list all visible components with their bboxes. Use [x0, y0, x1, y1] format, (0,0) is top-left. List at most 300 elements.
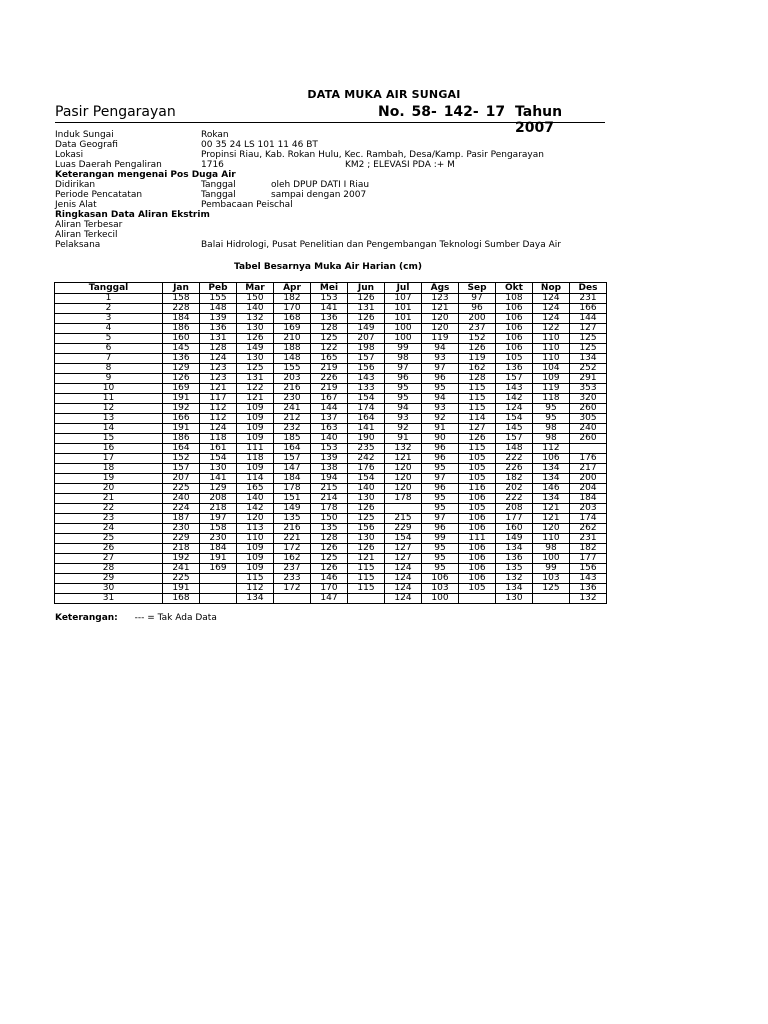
value-cell: 132 — [496, 574, 533, 584]
value-cell: 125 — [533, 584, 570, 594]
value-cell: 123 — [200, 364, 237, 374]
value-cell: 121 — [385, 454, 422, 464]
value-cell: 169 — [274, 324, 311, 334]
value-cell: 135 — [311, 524, 348, 534]
info-label: Aliran Terkecil — [55, 230, 118, 240]
value-cell — [200, 574, 237, 584]
value-cell: 161 — [200, 444, 237, 454]
value-cell: 109 — [237, 414, 274, 424]
value-cell: 118 — [237, 454, 274, 464]
value-cell: 106 — [459, 564, 496, 574]
value-cell: 130 — [200, 464, 237, 474]
value-cell: 98 — [385, 354, 422, 364]
value-cell: 150 — [237, 294, 274, 304]
column-header-month: Ags — [422, 283, 459, 294]
info-row — [55, 170, 615, 180]
value-cell: 202 — [496, 484, 533, 494]
value-cell: 101 — [385, 314, 422, 324]
value-cell: 91 — [422, 424, 459, 434]
value-cell: 153 — [311, 294, 348, 304]
value-cell: 186 — [163, 324, 200, 334]
value-cell — [348, 594, 385, 604]
value-cell: 135 — [274, 514, 311, 524]
value-cell: 124 — [385, 594, 422, 604]
value-cell: 184 — [200, 544, 237, 554]
value-cell: 110 — [533, 354, 570, 364]
value-cell: 147 — [311, 594, 348, 604]
table-row — [55, 304, 607, 314]
value-cell: 162 — [459, 364, 496, 374]
value-cell: 219 — [311, 384, 348, 394]
value-cell: 140 — [311, 434, 348, 444]
value-cell: 106 — [459, 554, 496, 564]
date-cell: 24 — [55, 524, 163, 534]
date-cell: 23 — [55, 514, 163, 524]
value-cell: 122 — [533, 324, 570, 334]
value-cell — [274, 594, 311, 604]
column-header-date: Tanggal — [55, 283, 163, 294]
info-value: 00 35 24 LS 101 11 46 BT — [201, 140, 318, 150]
table-row — [55, 554, 607, 564]
table-row — [55, 584, 607, 594]
table-header-row — [55, 283, 607, 294]
value-cell: 143 — [496, 384, 533, 394]
info-row — [55, 150, 615, 160]
date-cell: 9 — [55, 374, 163, 384]
table-row — [55, 294, 607, 304]
value-cell: 182 — [570, 544, 607, 554]
value-cell: 106 — [459, 524, 496, 534]
value-cell: 138 — [311, 464, 348, 474]
value-cell: 95 — [422, 494, 459, 504]
value-cell: 235 — [348, 444, 385, 454]
value-cell: 115 — [459, 384, 496, 394]
value-cell: 126 — [311, 544, 348, 554]
value-cell: 100 — [385, 324, 422, 334]
date-cell: 18 — [55, 464, 163, 474]
value-cell: 225 — [163, 484, 200, 494]
value-cell: 99 — [422, 534, 459, 544]
value-cell: 242 — [348, 454, 385, 464]
value-cell: 112 — [533, 444, 570, 454]
value-cell: 140 — [237, 304, 274, 314]
value-cell: 97 — [459, 294, 496, 304]
table-row — [55, 484, 607, 494]
column-header-month: Okt — [496, 283, 533, 294]
value-cell: 99 — [533, 564, 570, 574]
value-cell: 230 — [163, 524, 200, 534]
value-cell: 225 — [163, 574, 200, 584]
value-cell: 106 — [533, 454, 570, 464]
value-cell: 94 — [422, 394, 459, 404]
value-cell: 128 — [459, 374, 496, 384]
value-cell: 226 — [496, 464, 533, 474]
date-cell: 17 — [55, 454, 163, 464]
value-cell: 103 — [422, 584, 459, 594]
value-cell: 233 — [274, 574, 311, 584]
value-cell: 122 — [311, 344, 348, 354]
table-row — [55, 514, 607, 524]
value-cell: 117 — [200, 394, 237, 404]
value-cell: 106 — [459, 544, 496, 554]
value-cell: 222 — [496, 494, 533, 504]
value-cell: 141 — [200, 474, 237, 484]
value-cell: 178 — [385, 494, 422, 504]
column-header-month: Jun — [348, 283, 385, 294]
table-row — [55, 544, 607, 554]
value-cell: 150 — [311, 514, 348, 524]
value-cell: 96 — [422, 454, 459, 464]
value-cell: 165 — [311, 354, 348, 364]
value-cell: 152 — [163, 454, 200, 464]
value-cell: 96 — [459, 304, 496, 314]
value-cell: 95 — [533, 404, 570, 414]
value-cell: 97 — [422, 514, 459, 524]
value-cell: 114 — [237, 474, 274, 484]
value-cell: 121 — [348, 554, 385, 564]
table-row — [55, 374, 607, 384]
table-row — [55, 334, 607, 344]
value-cell: 144 — [311, 404, 348, 414]
value-cell: 105 — [459, 474, 496, 484]
value-cell: 120 — [237, 514, 274, 524]
info-row — [55, 160, 615, 170]
value-cell: 191 — [163, 424, 200, 434]
value-cell: 172 — [274, 584, 311, 594]
value-cell: 240 — [570, 424, 607, 434]
value-cell: 217 — [570, 464, 607, 474]
info-label: Periode Pencatatan — [55, 190, 143, 200]
value-cell: 136 — [570, 584, 607, 594]
value-cell: 185 — [274, 434, 311, 444]
date-cell: 19 — [55, 474, 163, 484]
value-cell: 130 — [237, 354, 274, 364]
value-cell: 104 — [533, 364, 570, 374]
table-row — [55, 314, 607, 324]
value-cell: 164 — [274, 444, 311, 454]
value-cell: 109 — [237, 424, 274, 434]
value-cell: 115 — [348, 584, 385, 594]
date-cell: 25 — [55, 534, 163, 544]
date-cell: 5 — [55, 334, 163, 344]
value-cell: 95 — [422, 504, 459, 514]
column-header-month: Nop — [533, 283, 570, 294]
value-cell: 106 — [496, 304, 533, 314]
date-cell: 15 — [55, 434, 163, 444]
value-cell: 94 — [422, 344, 459, 354]
value-cell: 305 — [570, 414, 607, 424]
value-cell: 96 — [422, 484, 459, 494]
date-cell: 28 — [55, 564, 163, 574]
value-cell: 103 — [533, 574, 570, 584]
value-cell: 112 — [200, 414, 237, 424]
value-cell: 229 — [385, 524, 422, 534]
info-row — [55, 240, 615, 250]
value-cell: 184 — [274, 474, 311, 484]
info-row — [55, 130, 615, 140]
value-cell: 121 — [533, 514, 570, 524]
value-cell: 157 — [163, 464, 200, 474]
value-cell: 114 — [459, 414, 496, 424]
column-header-month: Peb — [200, 283, 237, 294]
value-cell: 170 — [274, 304, 311, 314]
value-cell: 121 — [533, 504, 570, 514]
column-header-month: Jul — [385, 283, 422, 294]
value-cell: 139 — [311, 454, 348, 464]
value-cell: 125 — [311, 334, 348, 344]
value-cell: 219 — [311, 364, 348, 374]
value-cell: 146 — [533, 484, 570, 494]
legend — [55, 613, 217, 623]
value-cell: 96 — [385, 374, 422, 384]
value-cell: 210 — [274, 334, 311, 344]
value-cell: 229 — [163, 534, 200, 544]
date-cell: 14 — [55, 424, 163, 434]
info-value: Tanggal — [201, 190, 236, 200]
value-cell: 134 — [533, 494, 570, 504]
value-cell: 157 — [348, 354, 385, 364]
info-label: Didirikan — [55, 180, 96, 190]
value-cell: 168 — [163, 594, 200, 604]
table-row — [55, 324, 607, 334]
value-cell: 160 — [163, 334, 200, 344]
value-cell: 96 — [422, 374, 459, 384]
value-cell: 120 — [422, 324, 459, 334]
value-cell: 134 — [496, 544, 533, 554]
value-cell: 157 — [496, 374, 533, 384]
value-cell: 216 — [274, 384, 311, 394]
value-cell: 115 — [237, 574, 274, 584]
table-row — [55, 474, 607, 484]
date-cell: 2 — [55, 304, 163, 314]
value-cell: 113 — [237, 524, 274, 534]
value-cell: 215 — [385, 514, 422, 524]
table-row — [55, 574, 607, 584]
value-cell: 129 — [200, 484, 237, 494]
value-cell: 147 — [274, 464, 311, 474]
value-cell: 241 — [274, 404, 311, 414]
value-cell: 134 — [570, 354, 607, 364]
value-cell: 130 — [348, 534, 385, 544]
value-cell: 134 — [533, 474, 570, 484]
info-row — [55, 200, 615, 210]
value-cell: 182 — [496, 474, 533, 484]
value-cell: 124 — [200, 424, 237, 434]
value-cell: 240 — [163, 494, 200, 504]
value-cell: 115 — [459, 444, 496, 454]
value-cell: 176 — [348, 464, 385, 474]
value-cell: 118 — [533, 394, 570, 404]
value-cell: 92 — [385, 424, 422, 434]
value-cell: 109 — [237, 434, 274, 444]
date-cell: 21 — [55, 494, 163, 504]
value-cell: 93 — [385, 414, 422, 424]
value-cell: 132 — [237, 314, 274, 324]
value-cell: 167 — [311, 394, 348, 404]
value-cell: 100 — [422, 594, 459, 604]
value-cell: 155 — [200, 294, 237, 304]
value-cell: 156 — [348, 364, 385, 374]
value-cell: 203 — [274, 374, 311, 384]
value-cell: 124 — [533, 294, 570, 304]
value-cell: 105 — [459, 454, 496, 464]
value-cell: 154 — [496, 414, 533, 424]
value-cell: 149 — [496, 534, 533, 544]
value-cell: 127 — [385, 554, 422, 564]
value-cell: 136 — [311, 314, 348, 324]
value-cell: 214 — [311, 494, 348, 504]
value-cell: 97 — [422, 474, 459, 484]
date-cell: 10 — [55, 384, 163, 394]
value-cell: 241 — [163, 564, 200, 574]
value-cell: 98 — [533, 544, 570, 554]
value-cell: 131 — [348, 304, 385, 314]
value-cell: 143 — [348, 374, 385, 384]
value-cell: 154 — [200, 454, 237, 464]
date-cell: 11 — [55, 394, 163, 404]
value-cell: 168 — [274, 314, 311, 324]
value-cell — [570, 444, 607, 454]
value-cell: 93 — [422, 354, 459, 364]
value-cell: 186 — [163, 434, 200, 444]
value-cell: 111 — [459, 534, 496, 544]
value-cell: 136 — [163, 354, 200, 364]
info-value: Rokan — [201, 130, 229, 140]
info-row — [55, 190, 615, 200]
value-cell: 148 — [200, 304, 237, 314]
value-cell: 110 — [533, 344, 570, 354]
value-cell: 121 — [237, 394, 274, 404]
value-cell: 125 — [570, 344, 607, 354]
info-label: Lokasi — [55, 150, 84, 160]
table-row — [55, 364, 607, 374]
value-cell: 123 — [200, 374, 237, 384]
info-label: Induk Sungai — [55, 130, 114, 140]
value-cell: 110 — [237, 534, 274, 544]
value-cell: 97 — [422, 364, 459, 374]
legend-text: --- = Tak Ada Data — [134, 613, 217, 623]
value-cell: 149 — [237, 344, 274, 354]
value-cell: 106 — [496, 334, 533, 344]
value-cell: 111 — [237, 444, 274, 454]
value-cell: 98 — [533, 424, 570, 434]
column-header-month: Apr — [274, 283, 311, 294]
info-section-heading: Keterangan mengenai Pos Duga Air — [55, 170, 236, 180]
table-row — [55, 444, 607, 454]
value-cell: 157 — [496, 434, 533, 444]
info-row — [55, 210, 615, 220]
value-cell: 148 — [496, 444, 533, 454]
date-cell: 6 — [55, 344, 163, 354]
value-cell: 154 — [348, 394, 385, 404]
date-cell: 26 — [55, 544, 163, 554]
table-row — [55, 454, 607, 464]
value-cell: 177 — [570, 554, 607, 564]
water-level-table — [54, 282, 607, 604]
date-cell: 1 — [55, 294, 163, 304]
value-cell: 188 — [274, 344, 311, 354]
value-cell: 135 — [496, 564, 533, 574]
info-value: oleh DPUP DATI I Riau — [271, 180, 370, 190]
value-cell: 260 — [570, 434, 607, 444]
table-row — [55, 594, 607, 604]
info-value: Pembacaan Peischal — [201, 200, 293, 210]
value-cell: 153 — [311, 444, 348, 454]
value-cell: 141 — [348, 424, 385, 434]
value-cell: 106 — [459, 514, 496, 524]
value-cell: 100 — [533, 554, 570, 564]
value-cell: 93 — [422, 404, 459, 414]
value-cell: 110 — [533, 334, 570, 344]
value-cell: 174 — [348, 404, 385, 414]
value-cell: 164 — [348, 414, 385, 424]
value-cell: 226 — [311, 374, 348, 384]
value-cell: 92 — [422, 414, 459, 424]
value-cell: 105 — [459, 464, 496, 474]
value-cell — [459, 594, 496, 604]
value-cell: 134 — [533, 464, 570, 474]
value-cell: 184 — [570, 494, 607, 504]
value-cell: 95 — [422, 544, 459, 554]
table-row — [55, 404, 607, 414]
value-cell: 124 — [385, 574, 422, 584]
table-row — [55, 354, 607, 364]
value-cell: 136 — [496, 554, 533, 564]
value-cell: 146 — [311, 574, 348, 584]
value-cell: 109 — [237, 464, 274, 474]
value-cell: 208 — [496, 504, 533, 514]
value-cell: 96 — [422, 444, 459, 454]
value-cell: 178 — [311, 504, 348, 514]
value-cell: 158 — [163, 294, 200, 304]
value-cell: 95 — [422, 554, 459, 564]
value-cell: 155 — [274, 364, 311, 374]
value-cell: 320 — [570, 394, 607, 404]
value-cell: 91 — [385, 434, 422, 444]
value-cell: 190 — [348, 434, 385, 444]
value-cell: 232 — [274, 424, 311, 434]
info-row — [55, 140, 615, 150]
value-cell: 126 — [459, 344, 496, 354]
value-cell: 207 — [163, 474, 200, 484]
value-cell: 182 — [274, 294, 311, 304]
info-value: Balai Hidrologi, Pusat Penelitian dan Pengembangan Teknologi Sumber Daya Air — [201, 240, 561, 250]
value-cell: 152 — [459, 334, 496, 344]
value-cell: 156 — [570, 564, 607, 574]
value-cell: 160 — [496, 524, 533, 534]
value-cell: 194 — [311, 474, 348, 484]
value-cell: 184 — [163, 314, 200, 324]
value-cell: 231 — [570, 294, 607, 304]
value-cell: 174 — [570, 514, 607, 524]
value-cell: 126 — [348, 314, 385, 324]
date-cell: 13 — [55, 414, 163, 424]
value-cell: 109 — [237, 544, 274, 554]
value-cell: 119 — [459, 354, 496, 364]
date-cell: 20 — [55, 484, 163, 494]
date-cell: 29 — [55, 574, 163, 584]
value-cell: 112 — [200, 404, 237, 414]
date-cell: 30 — [55, 584, 163, 594]
value-cell: 191 — [163, 394, 200, 404]
value-cell: 221 — [274, 534, 311, 544]
info-value: 1716 — [201, 160, 224, 170]
info-label: Luas Daerah Pengaliran — [55, 160, 162, 170]
value-cell: 192 — [163, 554, 200, 564]
value-cell: 169 — [200, 564, 237, 574]
value-cell: 157 — [274, 454, 311, 464]
table-row — [55, 464, 607, 474]
